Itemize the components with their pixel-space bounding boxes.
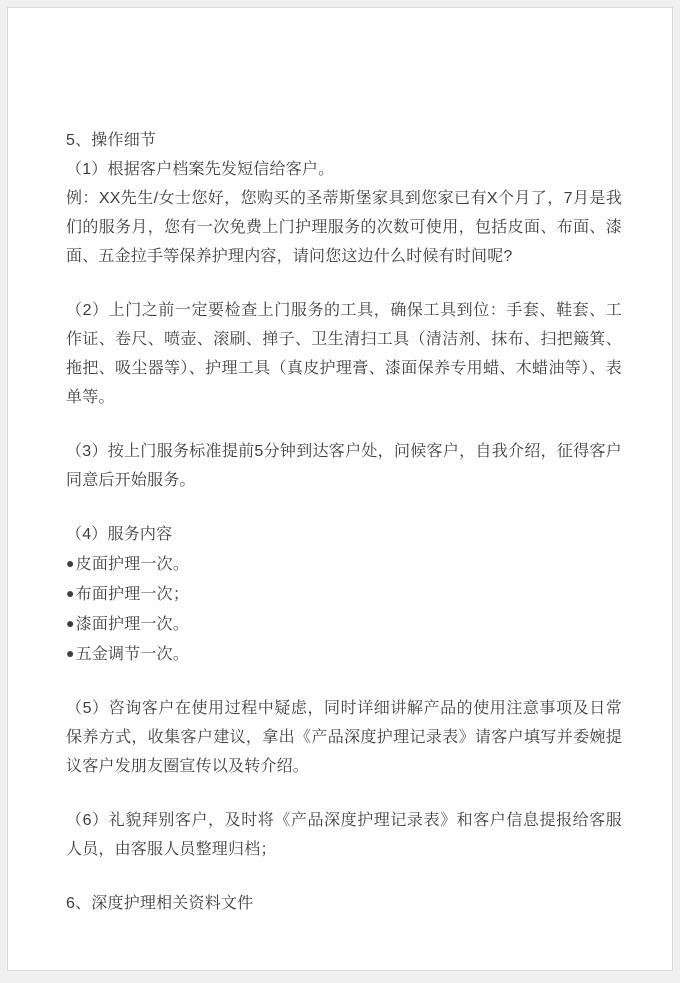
section-heading-6: 6、深度护理相关资料文件 [66, 895, 254, 912]
paragraph-block-6 [66, 806, 622, 864]
bullet-text: 布面护理一次； [75, 586, 190, 603]
bullet-icon: ● [66, 555, 75, 571]
list-item [66, 609, 622, 639]
section-deep-care-files [66, 889, 622, 918]
document-content [8, 8, 672, 918]
bullet-icon: ● [66, 615, 75, 631]
paragraph-item-1: （1）根据客户档案先发短信给客户。 [66, 161, 335, 178]
section-operation-details [66, 126, 622, 271]
paragraph-item-2: （2）上门之前一定要检查上门服务的工具，确保工具到位：手套、鞋套、工作证、卷尺、喷壶、滚刷、掸子、卫生清扫工具（清洁剂、抹布、扫把簸箕、拖把、吸尘器等）、护理工具（真皮护理膏、漆面保养专用蜡、木蜡油等）、表单等。 [66, 302, 622, 406]
section-heading-5: 5、操作细节 [66, 132, 157, 149]
paragraph-item-3: （3）按上门服务标准提前5分钟到达客户处，问候客户，自我介绍，征得客户同意后开始服务。 [66, 443, 622, 489]
paragraph-item-5: （5）咨询客户在使用过程中疑虑，同时详细讲解产品的使用注意事项及日常保养方式，收集客户建议，拿出《产品深度护理记录表》请客户填写并委婉提议客户发朋友圈宣传以及转介绍。 [66, 700, 622, 775]
bullet-text: 漆面护理一次。 [75, 616, 190, 633]
paragraph-item-6: （6）礼貌拜别客户，及时将《产品深度护理记录表》和客户信息提报给客服人员，由客服人员整理归档； [66, 812, 622, 858]
paragraph-block-3 [66, 437, 622, 495]
bullet-icon: ● [66, 645, 75, 661]
bullet-text: 皮面护理一次。 [75, 556, 190, 573]
list-item [66, 639, 622, 669]
list-item [66, 549, 622, 579]
bullet-icon: ● [66, 585, 75, 601]
document-page [7, 7, 673, 971]
paragraph-item-1-example: 例：XX先生/女士您好，您购买的圣蒂斯堡家具到您家已有X个月了，7月是我们的服务月，您有一次免费上门护理服务的次数可使用，包括皮面、布面、漆面、五金拉手等保养护理内容，请问您这边什么时候有时间呢? [66, 190, 622, 265]
service-content-block [66, 520, 622, 669]
bullet-text: 五金调节一次。 [75, 646, 190, 663]
paragraph-block-5 [66, 694, 622, 781]
paragraph-item-4-heading: （4）服务内容 [66, 526, 173, 543]
list-item [66, 579, 622, 609]
paragraph-block-2 [66, 296, 622, 412]
